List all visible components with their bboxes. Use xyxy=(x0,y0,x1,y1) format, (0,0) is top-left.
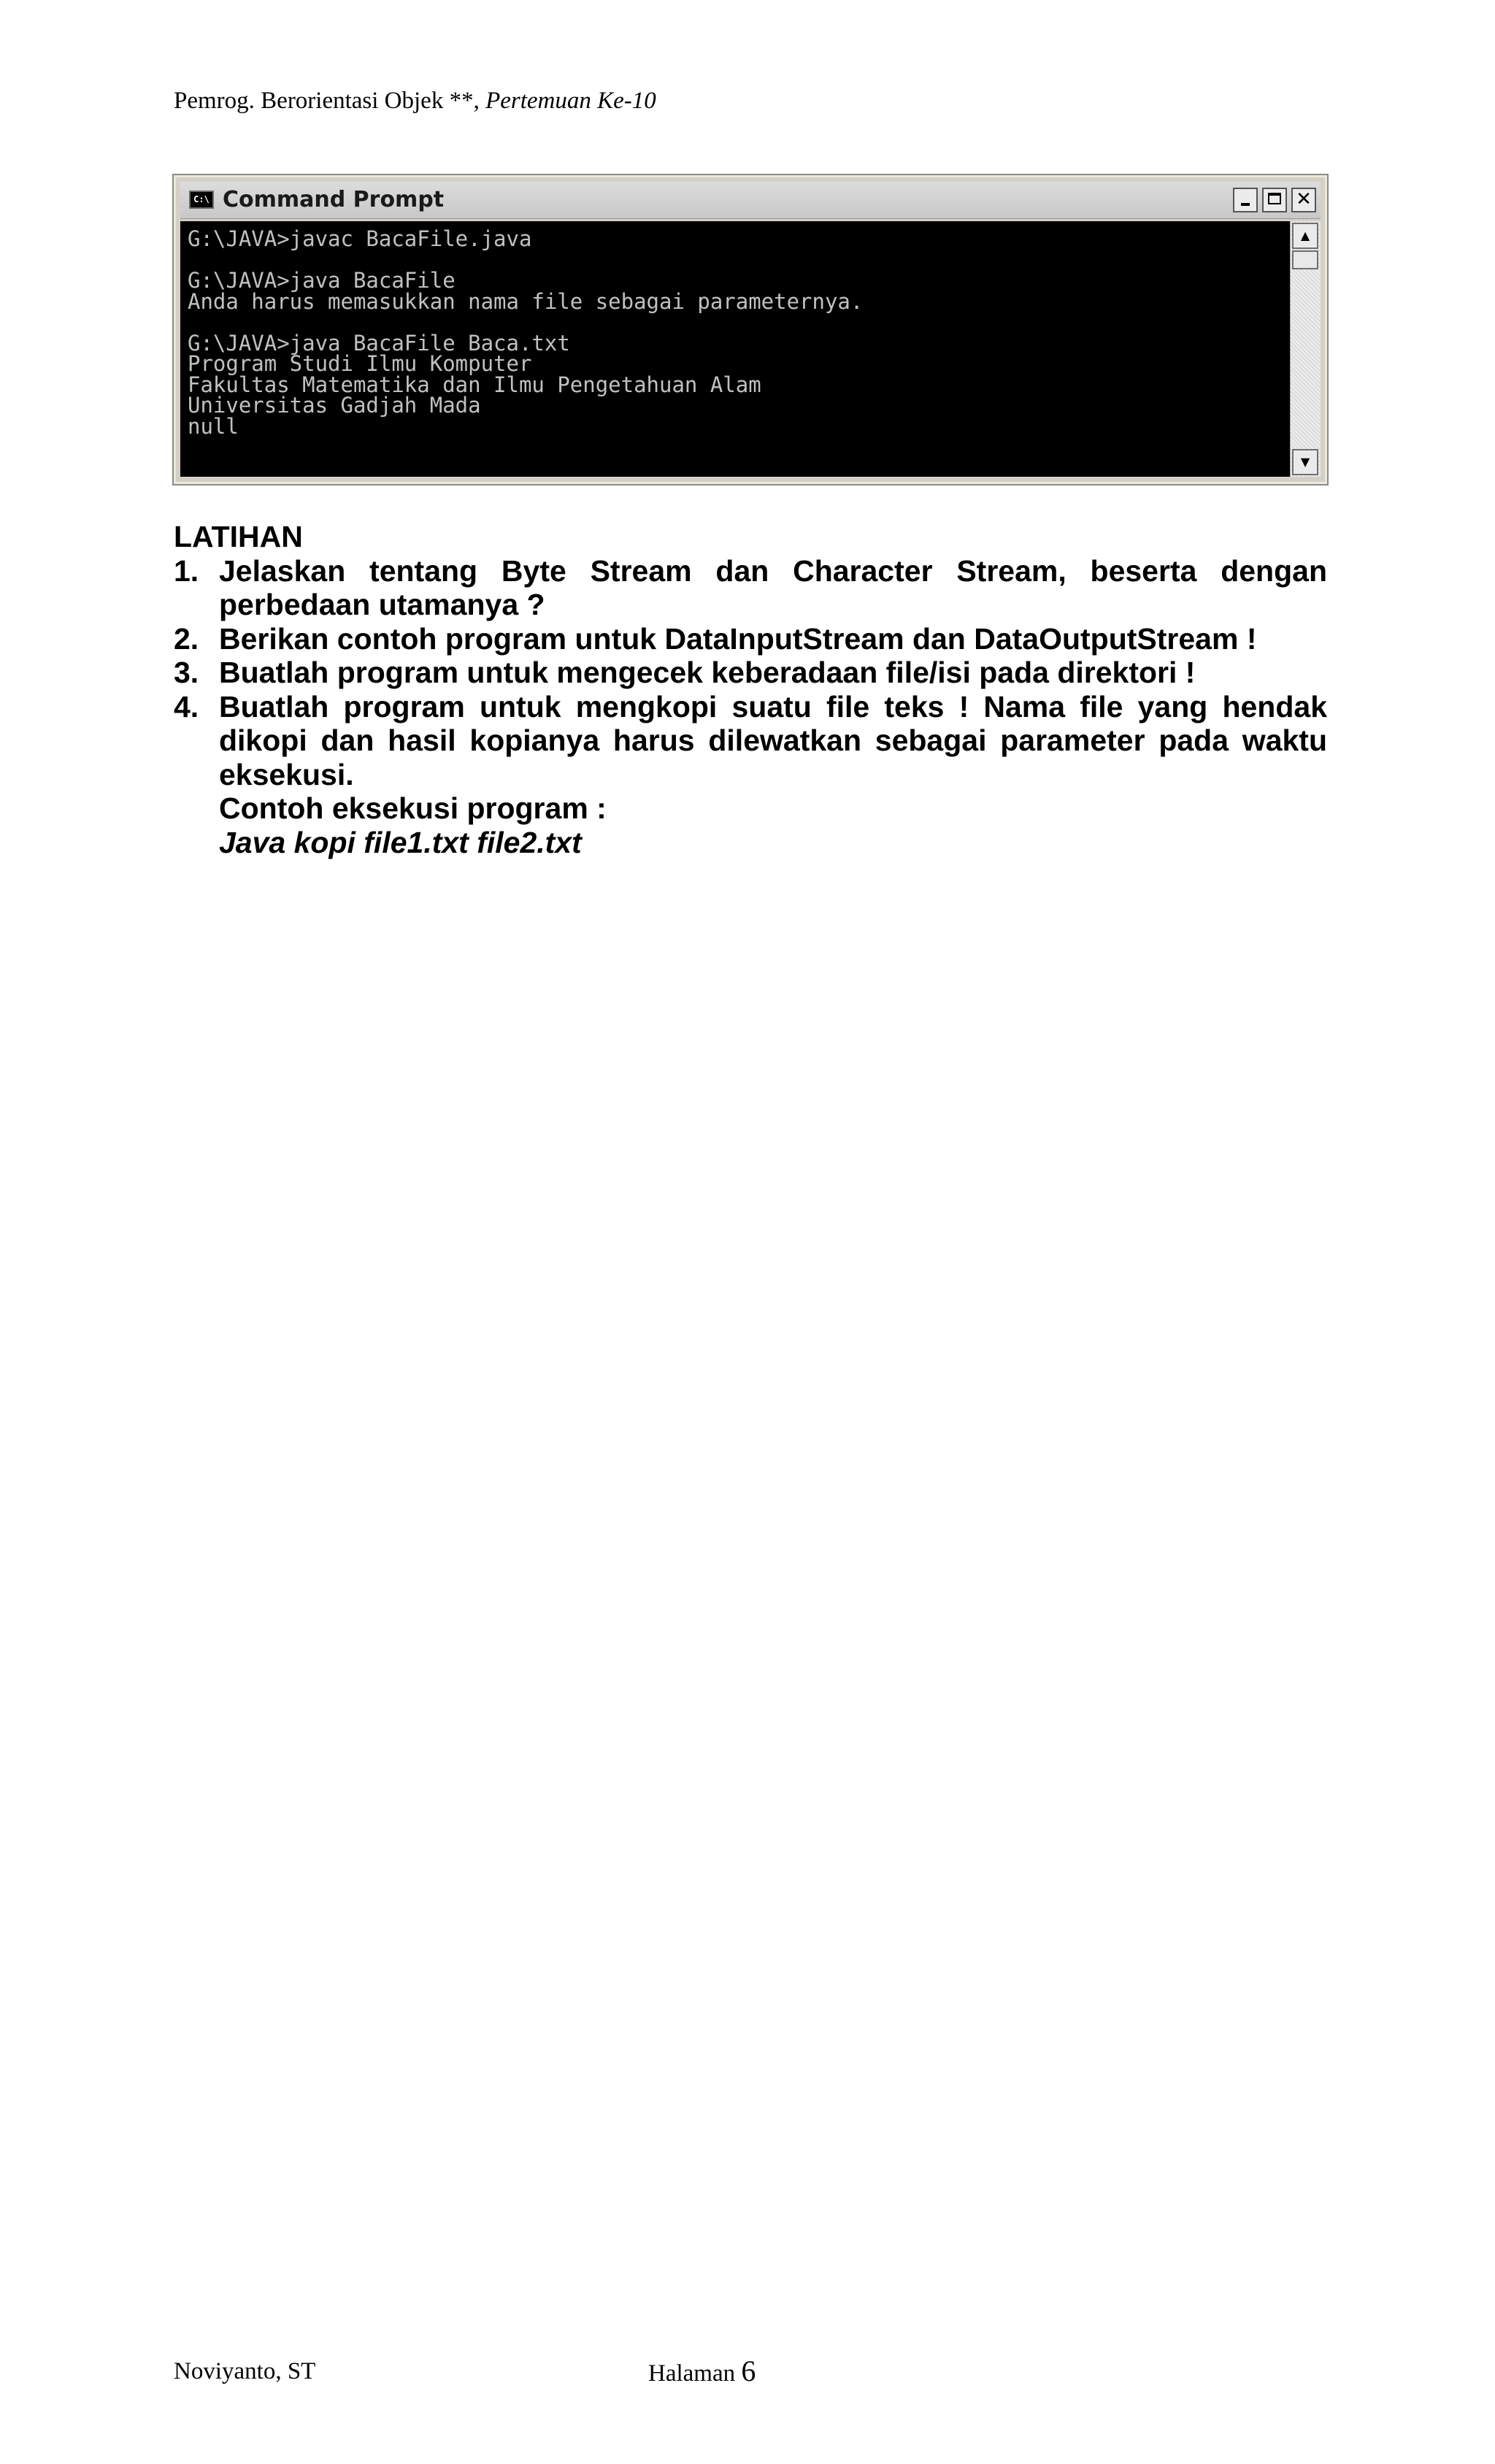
exercise-text: Jelaskan tentang Byte Stream dan Character Stream, beserta dengan perbedaan utamanya ? xyxy=(219,553,1327,621)
console-line: Program Studi Ilmu Komputer xyxy=(188,351,532,376)
close-button[interactable] xyxy=(1291,188,1316,212)
console-line: Anda harus memasukkan nama file sebagai parameternya. xyxy=(188,288,864,314)
footer-page-number: 6 xyxy=(741,2354,756,2387)
scroll-up-arrow-icon[interactable]: ▲ xyxy=(1292,223,1318,249)
exercise-number: 2. xyxy=(174,621,199,656)
footer-author: Noviyanto, ST xyxy=(174,2358,316,2384)
latihan-section xyxy=(174,520,1327,859)
exercise-number: 3. xyxy=(174,656,199,689)
header-meeting: Pertemuan Ke-10 xyxy=(485,88,656,114)
scroll-thumb[interactable] xyxy=(1292,250,1318,269)
console-line: Universitas Gadjah Mada xyxy=(188,393,481,418)
minimize-icon xyxy=(1241,203,1250,206)
close-icon: ✕ xyxy=(1296,188,1312,210)
header-course: Pemrog. Berorientasi Objek **, xyxy=(174,88,480,114)
exercise-text: Berikan contoh program untuk DataInputStream dan DataOutputStream ! xyxy=(219,621,1257,656)
exercise-item xyxy=(174,690,1327,860)
exercise-list xyxy=(174,554,1327,860)
window-titlebar[interactable] xyxy=(180,182,1321,219)
page-header xyxy=(174,86,656,115)
exercise-text: Buatlah program untuk mengecek keberadaan file/isi pada direktori ! xyxy=(219,656,1196,689)
vertical-scrollbar[interactable] xyxy=(1290,221,1321,477)
exercise-number: 4. xyxy=(174,689,199,724)
example-label: Contoh eksekusi program : xyxy=(219,791,607,825)
console-line: null xyxy=(188,413,239,439)
exercise-item xyxy=(174,656,1327,690)
footer-page xyxy=(648,2354,756,2388)
console-app-icon: C:\ xyxy=(189,191,214,209)
scroll-down-arrow-icon[interactable]: ▼ xyxy=(1292,449,1318,475)
exercise-number: 1. xyxy=(174,553,199,588)
example-command: Java kopi file1.txt file2.txt xyxy=(219,825,582,859)
console-line: G:\JAVA>java BacaFile xyxy=(188,268,456,293)
minimize-button[interactable] xyxy=(1233,188,1258,212)
exercise-item xyxy=(174,622,1327,656)
console-line: G:\JAVA>javac BacaFile.java xyxy=(188,226,532,251)
console-line: Fakultas Matematika dan Ilmu Pengetahuan Alam xyxy=(188,372,761,397)
console-line: G:\JAVA>java BacaFile Baca.txt xyxy=(188,330,570,356)
console-output[interactable] xyxy=(180,221,1290,477)
exercise-text: Buatlah program untuk mengkopi suatu file teks ! Nama file yang hendak dikopi dan hasil kopianya harus dilewatkan sebagai parameter pada waktu eksekusi. xyxy=(219,689,1327,791)
maximize-icon xyxy=(1268,193,1281,204)
window-title: Command Prompt xyxy=(223,187,445,212)
footer-page-label: Halaman xyxy=(648,2360,736,2387)
console-line xyxy=(188,250,1290,271)
console-line xyxy=(188,312,1290,333)
latihan-title: LATIHAN xyxy=(174,520,303,553)
command-prompt-window xyxy=(174,175,1327,484)
exercise-item xyxy=(174,554,1327,622)
maximize-button[interactable] xyxy=(1262,188,1287,212)
